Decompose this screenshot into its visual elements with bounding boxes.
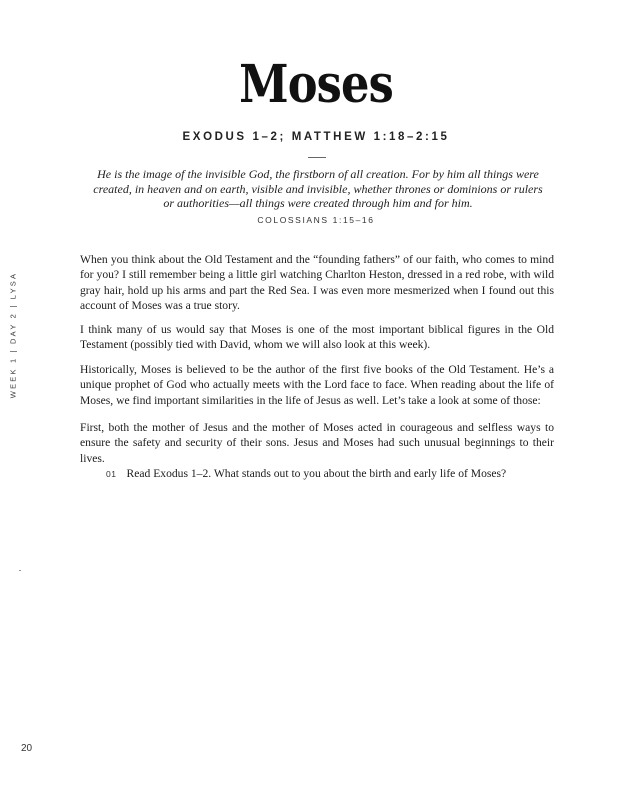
paragraph: I think many of us would say that Moses is one of the most important biblical figures in the Old Testament (possibly tied with David, whom we will also look at this week).: [80, 323, 554, 352]
paragraph: When you think about the Old Testament and the “founding fathers” of our faith, who comes to mind for you? I still remember being a little girl watching Charlton Heston, dressed in a red robe, with wild gray hair, hold up his arms and part the Red Sea. I was even more mesmerized when I found out this account of Moses was a true story.: [80, 253, 554, 312]
scripture-references: EXODUS 1–2; MATTHEW 1:18–2:15: [182, 131, 450, 143]
epigraph-citation: COLOSSIANS 1:15–16: [257, 215, 375, 225]
study-question: [106, 467, 546, 480]
page-title: Moses: [239, 54, 393, 115]
question-number: 01: [106, 469, 117, 479]
side-label: [3, 265, 23, 399]
page-number: 20: [21, 743, 33, 754]
divider: [308, 157, 326, 158]
paragraph: First, both the mother of Jesus and the mother of Moses acted in courageous and selfless ways to ensure the safety and security of their sons. Jesus and Moses had such unusual beginnings to their lives.: [80, 421, 554, 465]
side-label-text: WEEK 1 | DAY 2 | LYSA: [8, 271, 18, 399]
paragraph: Historically, Moses is believed to be the author of the first five books of the Old Testament. He’s a unique prophet of God who actually meets with the Lord face to face. When reading about the life of Moses, we find important similarities in the life of Jesus as well. Let’s take a look at some of those:: [80, 363, 554, 407]
question-text: Read Exodus 1–2. What stands out to you about the birth and early life of Moses?: [126, 467, 507, 480]
decorative-mark: [19, 570, 21, 571]
epigraph-quote: He is the image of the invisible God, the firstborn of all creation. For by him all things were created, in heaven and on earth, visible and invisible, whether thrones or dominions or rulers or authorities—all things were created through him and for him.: [93, 167, 543, 210]
